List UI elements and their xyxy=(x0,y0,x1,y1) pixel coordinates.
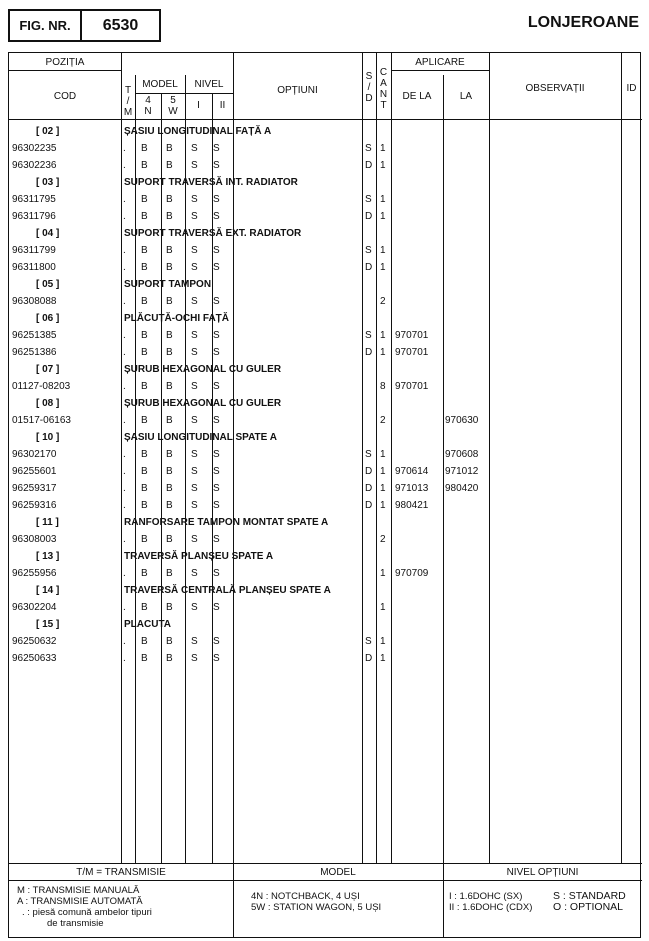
nivel-i-cell: S xyxy=(191,483,198,494)
quantity-cell: 1 xyxy=(380,602,386,613)
section-row xyxy=(8,276,641,293)
legend-line: A : TRANSMISIE AUTOMATĂ xyxy=(17,896,143,907)
model-4n-cell: B xyxy=(141,466,148,477)
tm-cell: . xyxy=(123,483,126,494)
section-position: [ 11 ] xyxy=(36,517,59,528)
side-cell: D xyxy=(365,653,373,664)
header-c: C xyxy=(379,67,388,78)
table-row xyxy=(8,412,641,429)
nivel-ii-cell: S xyxy=(213,330,220,341)
part-code: 96255956 xyxy=(12,568,57,579)
part-code: 96259316 xyxy=(12,500,57,511)
quantity-cell: 1 xyxy=(380,245,386,256)
quantity-cell: 1 xyxy=(380,143,386,154)
nivel-i-cell: S xyxy=(191,449,198,460)
quantity-cell: 1 xyxy=(380,449,386,460)
section-position: [ 03 ] xyxy=(36,177,60,188)
part-code: 96251385 xyxy=(12,330,57,341)
side-cell: D xyxy=(365,262,373,273)
header-5: 5 xyxy=(170,95,176,106)
nivel-ii-cell: S xyxy=(213,568,220,579)
header-pozitia: POZIȚIA xyxy=(45,57,85,68)
section-name: PLACUTA xyxy=(124,619,172,630)
model-5w-cell: B xyxy=(166,347,173,358)
part-code: 96251386 xyxy=(12,347,57,358)
part-code: 96250633 xyxy=(12,653,57,664)
tm-cell: . xyxy=(123,449,126,460)
header-model-5w xyxy=(161,95,185,117)
section-position: [ 02 ] xyxy=(36,126,60,137)
tm-cell: . xyxy=(123,262,126,273)
table-row xyxy=(8,157,641,174)
legend-title-rule xyxy=(9,880,642,881)
header-w: W xyxy=(168,106,178,117)
nivel-ii-cell: S xyxy=(213,194,220,205)
model-5w-cell: B xyxy=(166,245,173,256)
section-row xyxy=(8,395,641,412)
section-row xyxy=(8,548,641,565)
table-row xyxy=(8,463,641,480)
part-code: 01517-06163 xyxy=(12,415,71,426)
model-4n-cell: B xyxy=(141,602,148,613)
table-row xyxy=(8,259,641,276)
header-nivel-ii: II xyxy=(219,100,226,111)
header-rule xyxy=(9,70,121,71)
from-date-cell: 970614 xyxy=(395,466,429,477)
section-row xyxy=(8,123,641,140)
tm-cell: . xyxy=(123,381,126,392)
tm-cell: . xyxy=(123,653,126,664)
from-date-cell: 970701 xyxy=(395,330,429,341)
nivel-i-cell: S xyxy=(191,381,198,392)
nivel-i-cell: S xyxy=(191,143,198,154)
header-cod: COD xyxy=(53,91,77,102)
legend-line: O : OPTIONAL xyxy=(553,901,624,913)
nivel-i-cell: S xyxy=(191,534,198,545)
legend-line: II : 1.6DOHC (CDX) xyxy=(449,902,533,913)
model-4n-cell: B xyxy=(141,534,148,545)
section-name: SUPORT TRAVERSĂ EXT. RADIATOR xyxy=(124,228,302,239)
from-date-cell: 970701 xyxy=(395,347,429,358)
section-row xyxy=(8,514,641,531)
header-rule xyxy=(135,93,233,94)
tm-cell: . xyxy=(123,245,126,256)
from-date-cell: 970709 xyxy=(395,568,429,579)
side-cell: D xyxy=(365,483,373,494)
nivel-ii-cell: S xyxy=(213,381,220,392)
model-4n-cell: B xyxy=(141,143,148,154)
legend-line: 5W : STATION WAGON, 5 UȘI xyxy=(251,902,382,913)
quantity-cell: 8 xyxy=(380,381,386,392)
quantity-cell: 1 xyxy=(380,636,386,647)
nivel-i-cell: S xyxy=(191,466,198,477)
model-4n-cell: B xyxy=(141,262,148,273)
table-row xyxy=(8,242,641,259)
tm-cell: . xyxy=(123,347,126,358)
nivel-ii-cell: S xyxy=(213,160,220,171)
table-row xyxy=(8,633,641,650)
part-code: 96302236 xyxy=(12,160,57,171)
to-date-cell: 971012 xyxy=(445,466,479,477)
side-cell: D xyxy=(365,347,373,358)
from-date-cell: 971013 xyxy=(395,483,429,494)
model-5w-cell: B xyxy=(166,160,173,171)
model-5w-cell: B xyxy=(166,653,173,664)
section-row xyxy=(8,225,641,242)
header-rule xyxy=(391,70,489,71)
quantity-cell: 1 xyxy=(380,483,386,494)
legend-line: 4N : NOTCHBACK, 4 UȘI xyxy=(251,891,360,902)
nivel-ii-cell: S xyxy=(213,636,220,647)
side-cell: S xyxy=(365,143,372,154)
quantity-cell: 1 xyxy=(380,568,386,579)
legend-model-title: MODEL xyxy=(320,867,356,878)
part-code: 96311799 xyxy=(12,245,56,256)
nivel-ii-cell: S xyxy=(213,602,220,613)
header-optiuni: OPȚIUNI xyxy=(277,85,318,96)
model-4n-cell: B xyxy=(141,653,148,664)
legend-tm-title: T/M = TRANSMISIE xyxy=(76,867,166,878)
model-4n-cell: B xyxy=(141,483,148,494)
nivel-i-cell: S xyxy=(191,347,198,358)
legend-line: . : piesă comună ambelor tipuri xyxy=(22,907,152,918)
table-row xyxy=(8,446,641,463)
section-row xyxy=(8,429,641,446)
part-code: 96259317 xyxy=(12,483,57,494)
quantity-cell: 1 xyxy=(380,500,386,511)
section-name: SUPORT TRAVERSĂ INT. RADIATOR xyxy=(124,177,298,188)
model-5w-cell: B xyxy=(166,211,173,222)
nivel-ii-cell: S xyxy=(213,296,220,307)
header-id: ID xyxy=(626,83,637,94)
model-5w-cell: B xyxy=(166,381,173,392)
figure-number: 6530 xyxy=(102,17,139,34)
header-4: 4 xyxy=(145,95,151,106)
nivel-ii-cell: S xyxy=(213,500,220,511)
header-tm xyxy=(121,85,135,118)
nivel-ii-cell: S xyxy=(213,653,220,664)
section-name: TRAVERSĂ PLANȘEU SPATE A xyxy=(124,551,274,562)
section-name: TRAVERSĂ CENTRALĂ PLANȘEU SPATE A xyxy=(124,585,331,596)
model-5w-cell: B xyxy=(166,602,173,613)
side-cell: S xyxy=(365,449,372,460)
tm-cell: . xyxy=(123,602,126,613)
legend-line: M : TRANSMISIE MANUALĂ xyxy=(17,885,140,896)
table-row xyxy=(8,140,641,157)
legend-tm-lines xyxy=(17,885,152,929)
section-name: ȘURUB HEXAGONAL CU GULER xyxy=(124,364,282,375)
header-a: A xyxy=(380,78,387,89)
side-cell: D xyxy=(365,500,373,511)
from-date-cell: 980421 xyxy=(395,500,429,511)
nivel-ii-cell: S xyxy=(213,483,220,494)
model-5w-cell: B xyxy=(166,500,173,511)
section-position: [ 15 ] xyxy=(36,619,60,630)
tm-cell: . xyxy=(123,500,126,511)
table-row xyxy=(8,480,641,497)
part-code: 96255601 xyxy=(12,466,57,477)
part-code: 96311800 xyxy=(12,262,56,273)
nivel-i-cell: S xyxy=(191,636,198,647)
section-row xyxy=(8,616,641,633)
part-code: 96302170 xyxy=(12,449,57,460)
model-5w-cell: B xyxy=(166,262,173,273)
nivel-ii-cell: S xyxy=(213,347,220,358)
section-name: ȘURUB HEXAGONAL CU GULER xyxy=(124,398,282,409)
nivel-i-cell: S xyxy=(191,568,198,579)
nivel-i-cell: S xyxy=(191,211,198,222)
to-date-cell: 980420 xyxy=(445,483,479,494)
quantity-cell: 1 xyxy=(380,466,386,477)
section-row xyxy=(8,310,641,327)
side-cell: S xyxy=(365,330,372,341)
model-4n-cell: B xyxy=(141,211,148,222)
side-cell: D xyxy=(365,160,373,171)
header-aplicare: APLICARE xyxy=(415,57,465,68)
model-4n-cell: B xyxy=(141,160,148,171)
section-position: [ 04 ] xyxy=(36,228,60,239)
nivel-ii-cell: S xyxy=(213,466,220,477)
section-name: ȘASIU LONGITUDINAL SPATE A xyxy=(124,432,277,443)
model-5w-cell: B xyxy=(166,296,173,307)
nivel-i-cell: S xyxy=(191,653,198,664)
part-code: 96302204 xyxy=(12,602,57,613)
table-row xyxy=(8,344,641,361)
table-row xyxy=(8,191,641,208)
header-sd xyxy=(362,71,376,104)
figure-label: FIG. NR. xyxy=(10,11,82,40)
part-code: 96311795 xyxy=(12,194,56,205)
model-4n-cell: B xyxy=(141,330,148,341)
legend-model-lines xyxy=(251,891,381,913)
header-nivel-i: I xyxy=(197,100,200,111)
side-cell: S xyxy=(365,245,372,256)
section-position: [ 13 ] xyxy=(36,551,60,562)
section-name: RANFORSARE TAMPON MONTAT SPATE A xyxy=(124,517,329,528)
nivel-ii-cell: S xyxy=(213,415,220,426)
header-la: LA xyxy=(459,91,473,102)
part-code: 96308088 xyxy=(12,296,57,307)
to-date-cell: 970608 xyxy=(445,449,479,460)
model-4n-cell: B xyxy=(141,415,148,426)
model-5w-cell: B xyxy=(166,330,173,341)
header-de-la: DE LA xyxy=(402,91,432,102)
header-s: S xyxy=(365,71,373,82)
nivel-ii-cell: S xyxy=(213,262,220,273)
part-code: 96308003 xyxy=(12,534,57,545)
model-5w-cell: B xyxy=(166,636,173,647)
figure-number-box xyxy=(8,9,161,42)
model-5w-cell: B xyxy=(166,449,173,460)
section-position: [ 06 ] xyxy=(36,313,60,324)
table-row xyxy=(8,208,641,225)
section-position: [ 08 ] xyxy=(36,398,60,409)
legend-line: I : 1.6DOHC (SX) xyxy=(449,891,523,902)
part-code: 96250632 xyxy=(12,636,57,647)
nivel-ii-cell: S xyxy=(213,143,220,154)
header-bottom-rule xyxy=(9,119,642,120)
tm-cell: . xyxy=(123,330,126,341)
section-name: PLĂCUȚĂ-OCHI FAȚĂ xyxy=(124,313,229,324)
nivel-ii-cell: S xyxy=(213,449,220,460)
nivel-i-cell: S xyxy=(191,500,198,511)
section-position: [ 10 ] xyxy=(36,432,60,443)
quantity-cell: 1 xyxy=(380,262,386,273)
model-4n-cell: B xyxy=(141,347,148,358)
table-row xyxy=(8,327,641,344)
header-model: MODEL xyxy=(142,79,178,90)
table-row xyxy=(8,650,641,667)
nivel-i-cell: S xyxy=(191,262,198,273)
section-name: ȘASIU LONGITUDINAL FAȚĂ A xyxy=(124,126,272,137)
part-code: 96302235 xyxy=(12,143,57,154)
model-4n-cell: B xyxy=(141,381,148,392)
legend-nivel-title: NIVEL OPȚIUNI xyxy=(506,867,579,878)
model-5w-cell: B xyxy=(166,194,173,205)
tm-cell: . xyxy=(123,160,126,171)
model-4n-cell: B xyxy=(141,245,148,256)
legend-line: S : STANDARD xyxy=(553,890,626,902)
model-4n-cell: B xyxy=(141,296,148,307)
header-d: D xyxy=(365,93,373,104)
to-date-cell: 970630 xyxy=(445,415,479,426)
legend-nivel-opts xyxy=(553,891,626,913)
section-row xyxy=(8,361,641,378)
table-row xyxy=(8,293,641,310)
tm-cell: . xyxy=(123,211,126,222)
header-n: N xyxy=(144,106,152,117)
page-title: LONJEROANE xyxy=(527,14,639,31)
model-4n-cell: B xyxy=(141,500,148,511)
quantity-cell: 2 xyxy=(380,534,386,545)
side-cell: S xyxy=(365,194,372,205)
side-cell: D xyxy=(365,211,373,222)
header-nivel: NIVEL xyxy=(194,79,224,90)
part-code: 96311796 xyxy=(12,211,56,222)
quantity-cell: 1 xyxy=(380,194,386,205)
side-cell: D xyxy=(365,466,373,477)
model-5w-cell: B xyxy=(166,534,173,545)
header-cant xyxy=(376,67,391,111)
nivel-i-cell: S xyxy=(191,194,198,205)
tm-cell: . xyxy=(123,534,126,545)
quantity-cell: 2 xyxy=(380,296,386,307)
tm-cell: . xyxy=(123,296,126,307)
tm-cell: . xyxy=(123,194,126,205)
section-position: [ 05 ] xyxy=(36,279,60,290)
legend-nivel-lines xyxy=(449,891,532,913)
model-4n-cell: B xyxy=(141,194,148,205)
part-code: 01127-08203 xyxy=(12,381,71,392)
quantity-cell: 1 xyxy=(380,653,386,664)
model-5w-cell: B xyxy=(166,568,173,579)
quantity-cell: 1 xyxy=(380,330,386,341)
header-model-4n xyxy=(135,95,161,117)
model-4n-cell: B xyxy=(141,449,148,460)
nivel-i-cell: S xyxy=(191,602,198,613)
header-cn: N xyxy=(379,89,388,100)
nivel-i-cell: S xyxy=(191,160,198,171)
model-4n-cell: B xyxy=(141,636,148,647)
from-date-cell: 970701 xyxy=(395,381,429,392)
quantity-cell: 1 xyxy=(380,160,386,171)
tm-cell: . xyxy=(123,415,126,426)
header-tm-t: T xyxy=(124,85,132,96)
tm-cell: . xyxy=(123,568,126,579)
nivel-ii-cell: S xyxy=(213,245,220,256)
legend-line: de transmisie xyxy=(47,918,104,929)
nivel-i-cell: S xyxy=(191,245,198,256)
model-5w-cell: B xyxy=(166,483,173,494)
table-row xyxy=(8,497,641,514)
side-cell: S xyxy=(365,636,372,647)
nivel-i-cell: S xyxy=(191,330,198,341)
table-row xyxy=(8,531,641,548)
nivel-ii-cell: S xyxy=(213,211,220,222)
nivel-i-cell: S xyxy=(191,296,198,307)
header-tm-m: M xyxy=(123,107,133,118)
section-row xyxy=(8,582,641,599)
header-slash: / xyxy=(367,82,371,93)
nivel-ii-cell: S xyxy=(213,534,220,545)
model-5w-cell: B xyxy=(166,466,173,477)
table-row xyxy=(8,565,641,582)
header-tm-slash: / xyxy=(126,96,130,107)
section-name: SUPORT TAMPON xyxy=(124,279,212,290)
quantity-cell: 2 xyxy=(380,415,386,426)
model-5w-cell: B xyxy=(166,143,173,154)
quantity-cell: 1 xyxy=(380,211,386,222)
header-ct: T xyxy=(380,100,387,111)
tm-cell: . xyxy=(123,143,126,154)
header-observatii: OBSERVAȚII xyxy=(525,83,585,94)
nivel-i-cell: S xyxy=(191,415,198,426)
table-row xyxy=(8,378,641,395)
table-row xyxy=(8,599,641,616)
legend-top-rule xyxy=(9,863,642,864)
quantity-cell: 1 xyxy=(380,347,386,358)
tm-cell: . xyxy=(123,466,126,477)
model-4n-cell: B xyxy=(141,568,148,579)
tm-cell: . xyxy=(123,636,126,647)
model-5w-cell: B xyxy=(166,415,173,426)
section-row xyxy=(8,174,641,191)
section-position: [ 14 ] xyxy=(36,585,60,596)
section-position: [ 07 ] xyxy=(36,364,60,375)
